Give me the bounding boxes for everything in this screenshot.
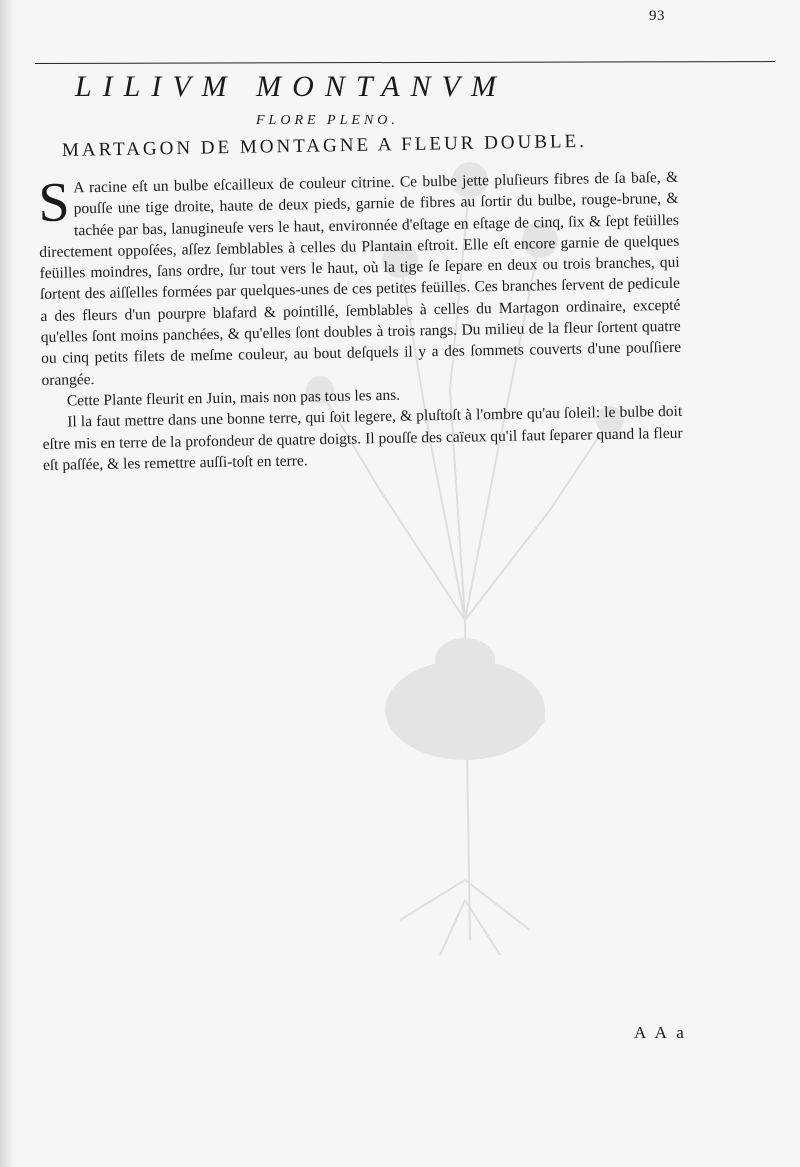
latin-title: LILIVM MONTANVM (75, 70, 507, 103)
paragraph-flowering: Cette Plante fleurit en Juin, mais non pas tous les ans. (66, 386, 401, 410)
paragraph-description (38, 167, 682, 391)
page-gutter-shadow (0, 0, 14, 1167)
body-text (38, 167, 683, 476)
paragraph-cultivation: Il la faut mettre dans une bonne terre, qui ſoit legere, & pluſtoſt à l'ombre qu'au ſoleil: le bulbe doit eſtre mis en terre de la profondeur de quatre doigts. Il pouſſe des caïeux qu'il faut ſeparer quand la fleur eſt paſſée, & les remettre auſſi-toſt en terre. (42, 403, 683, 474)
latin-subtitle: FLORE PLENO. (256, 113, 399, 128)
page-number: 93 (649, 8, 665, 24)
drop-cap: S (37, 171, 71, 234)
paragraph-description-text: A racine eſt un bulbe eſcailleux de couleur citrine. Ce bulbe jette pluſieurs fibres de ſa baſe, & pouſſe une tige droite, haute de deux pieds, garnie de fibres au ſortir du bulbe, rouge-brune, & tachée par bas, lanugineuſe vers le haut, environnée d'eſtage en eſtage de cinq, ſix & ſept feüilles directement oppoſées, aſſez ſemblables à celles du Plantain eſtroit. Elle eſt encore garnie de quelques feüilles moindres, ſans ordre, ſur tout vers le haut, où la tige ſe ſepare en deux ou trois branches, qui ſortent des aiſſelles formées par quelques-unes de ces petites feüilles. Ces branches ſervent de pedicule a des fleurs d'un pourpre blafard & pointillé, ſemblables à celles du Martagon ordinaire, excepté qu'elles ſont moins panchées, & qu'elles ſont doubles à trois rangs. Du milieu de la fleur ſortent quatre ou cinq petits filets de meſme couleur, au bout deſquels il y a des ſommets couverts d'une pouſſiere orangée. (39, 168, 682, 389)
french-title: MARTAGON DE MONTAGNE A FLEUR DOUBLE. (61, 130, 588, 161)
printer-signature-mark: A A a (634, 1023, 687, 1042)
